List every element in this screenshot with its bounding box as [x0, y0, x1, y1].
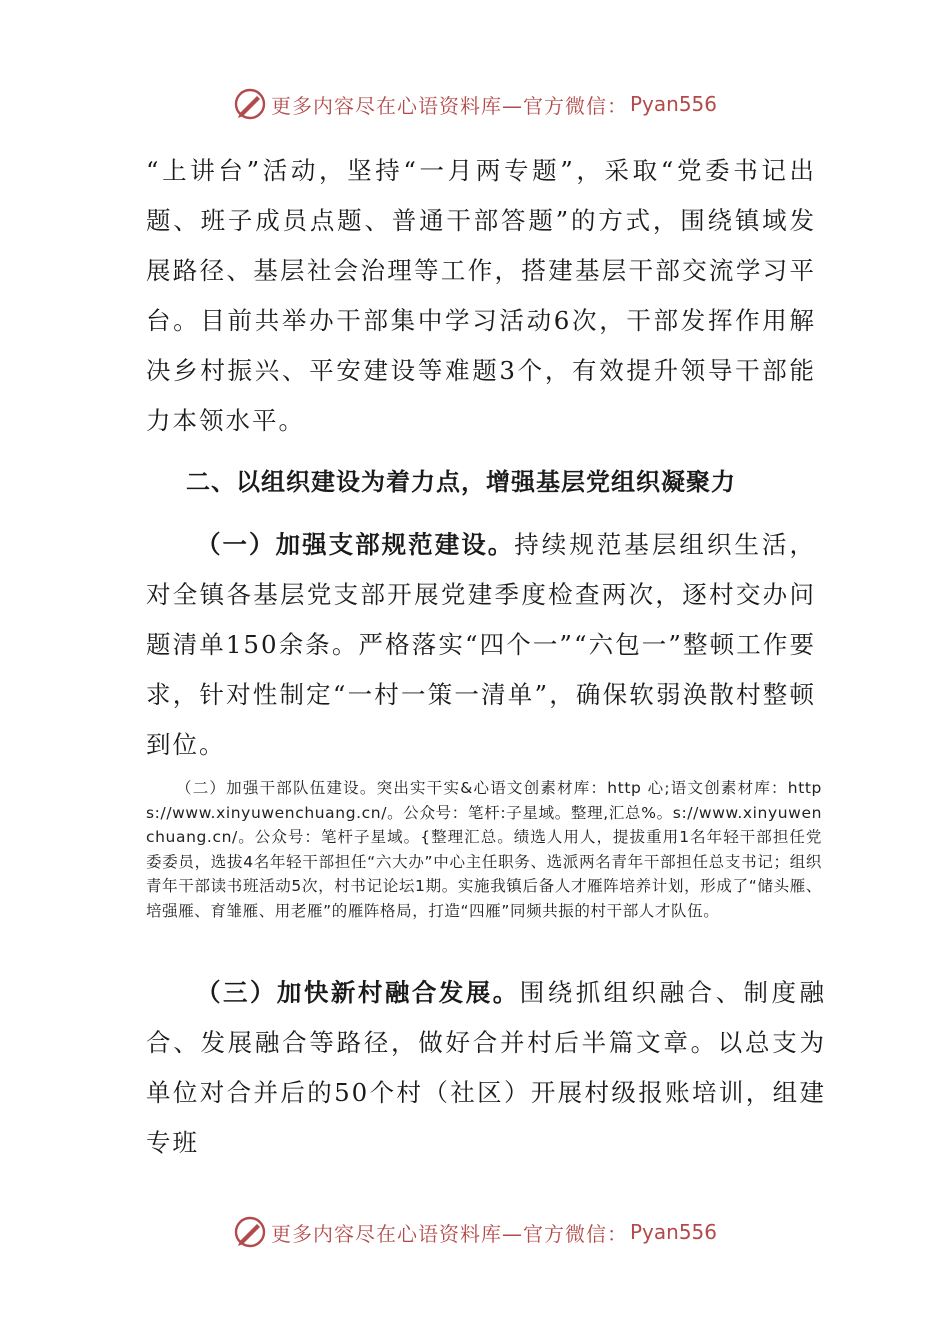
paragraph-branch-standardization: [146, 520, 816, 770]
footer-banner: [0, 1212, 950, 1252]
paragraph-4-body: 围绕抓组织融合、制度融合、发展融合等路径，做好合并村后半篇文章。以总支为单位对合并后的50个村（社区）开展村级报账培训，组建专班: [146, 978, 827, 1157]
section-heading-2: 二、以组织建设为着力点，增强基层党组织凝聚力: [186, 468, 736, 496]
paragraph-lecture-activity: “上讲台”活动，坚持“一月两专题”，采取“党委书记出题、班子成员点题、普通干部答题”的方式，围绕镇域发展路径、基层社会治理等工作，搭建基层干部交流学习平台。目前共举办干部集中学习活动6次，干部发挥作用解决乡村振兴、平安建设等难题3个，有效提升领导干部能力本领水平。: [146, 156, 816, 435]
banner-text: 更多内容尽在心语资料库—官方微信：: [270, 93, 628, 118]
banner-wechat-id: Pyan556: [629, 92, 717, 116]
pen-circle-logo-icon: [233, 87, 267, 121]
banner-text: 更多内容尽在心语资料库—官方微信：: [270, 1221, 628, 1246]
paragraph-2-body: 持续规范基层组织生活，对全镇各基层党支部开展党建季度检查两次，逐村交办问题清单150余条。严格落实“四个一”“六包一”整顿工作要求，针对性制定“一村一策一清单”，确保软弱涣散村整顿到位。: [146, 530, 817, 759]
header-banner: [0, 84, 950, 124]
pen-circle-logo-icon: [233, 1215, 267, 1249]
paragraph-village-integration: [146, 968, 826, 1168]
subheading-3: （三）加快新村融合发展。: [196, 978, 520, 1007]
banner-wechat-id: Pyan556: [629, 1220, 717, 1244]
subheading-1: （一）加强支部规范建设。: [196, 530, 515, 559]
paragraph-cadre-team: （二）加强干部队伍建设。突出实干实&心语文创素材库：http 心;语文创素材库：https://www.xinyuwenchuang.cn/。公众号：笔杆:子星域。整理,汇总%。s://www.xinyuwenchuang.cn/。公众号：笔杆子星域。{整理汇总。绩选人用人，提拔重用1名年轻干部担任党委委员，选拔4名年轻干部担任“六大办”中心主任职务、选派两名青年干部担任总支书记；组织青年干部读书班活动5次，村书记论坛1期。实施我镇后备人才雁阵培养计划，形成了“储头雁、培强雁、育雏雁、用老雁”的雁阵格局，打造“四雁”同频共振的村干部人才队伍。: [146, 779, 822, 920]
